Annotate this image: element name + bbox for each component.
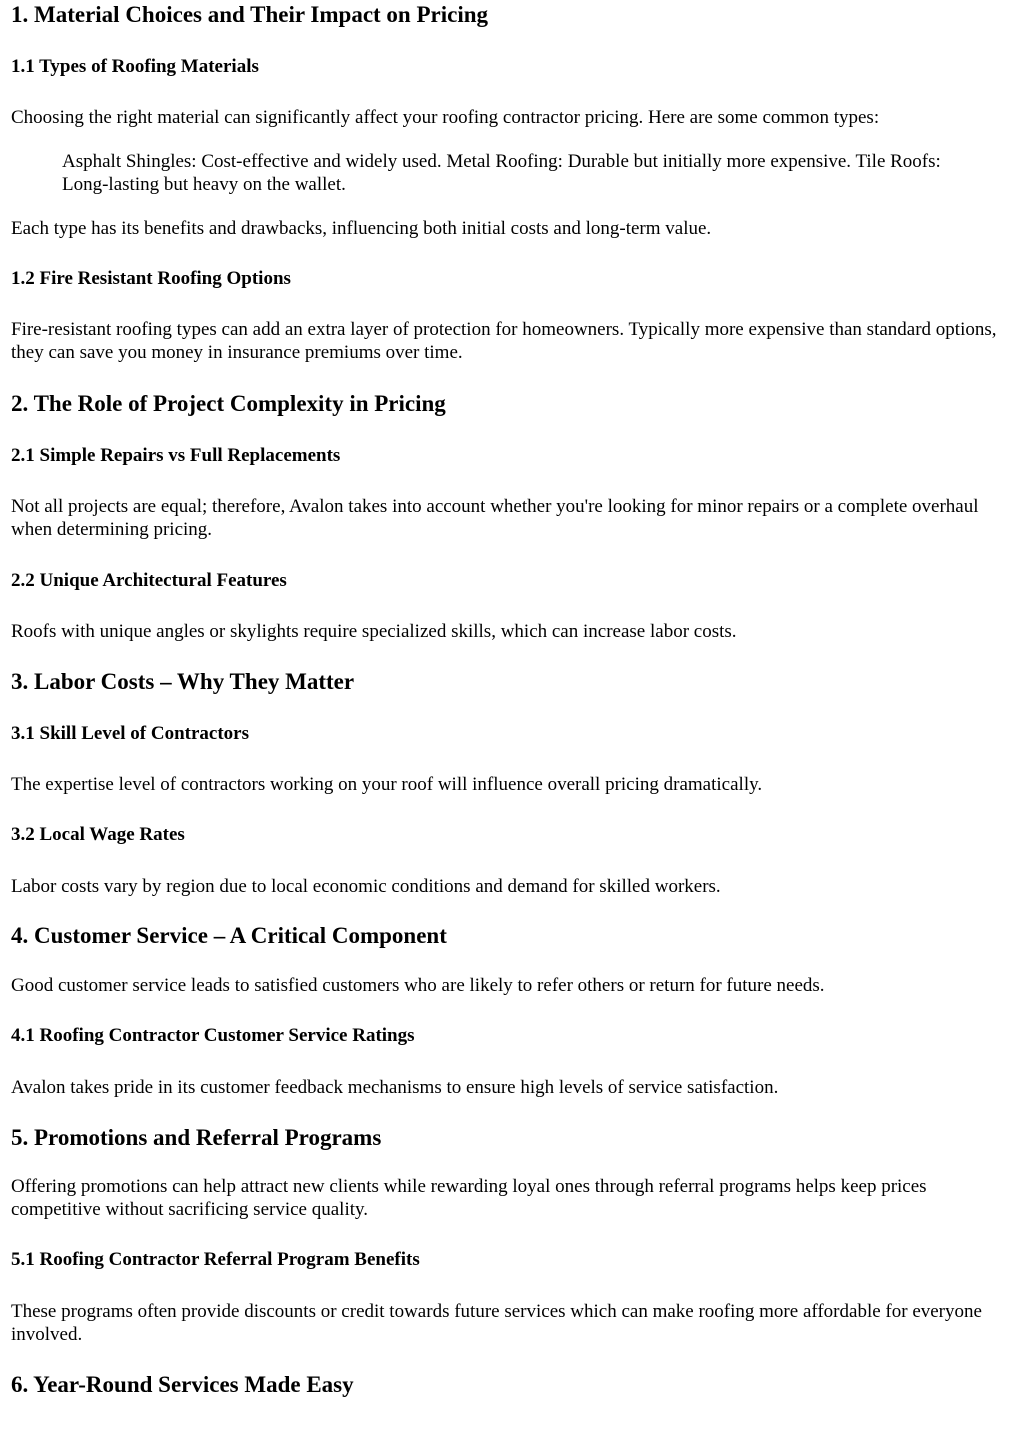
subsection-heading-referral-benefits: 5.1 Roofing Contractor Referral Program Benefits bbox=[11, 1249, 420, 1270]
section-heading-project-complexity: 2. The Role of Project Complexity in Pricing bbox=[11, 391, 446, 416]
paragraph-service-ratings: Avalon takes pride in its customer feedback mechanisms to ensure high levels of service satisfaction. bbox=[11, 1077, 779, 1098]
paragraph-material-intro: Choosing the right material can significantly affect your roofing contractor pricing. Here are some common types: bbox=[11, 107, 880, 128]
section-heading-labor-costs: 3. Labor Costs – Why They Matter bbox=[11, 669, 355, 694]
paragraph-promotions: Offering promotions can help attract new clients while rewarding loyal ones through referral programs helps keep prices competitive without sacrificing service quality. bbox=[11, 1176, 927, 1220]
subsection-heading-fire-resistant-options: 1.2 Fire Resistant Roofing Options bbox=[11, 268, 291, 289]
subsection-heading-repairs-vs-replacements: 2.1 Simple Repairs vs Full Replacements bbox=[11, 445, 341, 466]
paragraph-material-outro: Each type has its benefits and drawbacks, influencing both initial costs and long-term value. bbox=[11, 218, 712, 239]
paragraph-local-wage-rates: Labor costs vary by region due to local economic conditions and demand for skilled workers. bbox=[11, 876, 721, 897]
subsection-heading-skill-level: 3.1 Skill Level of Contractors bbox=[11, 723, 250, 744]
section-heading-material-choices: 1. Material Choices and Their Impact on Pricing bbox=[11, 2, 489, 27]
paragraph-architectural-features: Roofs with unique angles or skylights require specialized skills, which can increase labor costs. bbox=[11, 621, 737, 642]
blockquote-material-types: Asphalt Shingles: Cost-effective and widely used. Metal Roofing: Durable but initially more expensive. Tile Roofs: Long-lasting but heavy on the wallet. bbox=[62, 151, 941, 195]
paragraph-customer-service: Good customer service leads to satisfied customers who are likely to refer others or return for future needs. bbox=[11, 975, 825, 996]
section-heading-promotions-referrals: 5. Promotions and Referral Programs bbox=[11, 1125, 382, 1150]
subsection-heading-types-of-roofing-materials: 1.1 Types of Roofing Materials bbox=[11, 56, 259, 77]
paragraph-skill-level: The expertise level of contractors working on your roof will influence overall pricing dramatically. bbox=[11, 774, 763, 795]
subsection-heading-architectural-features: 2.2 Unique Architectural Features bbox=[11, 570, 287, 591]
subsection-heading-service-ratings: 4.1 Roofing Contractor Customer Service Ratings bbox=[11, 1025, 415, 1046]
subsection-heading-local-wage-rates: 3.2 Local Wage Rates bbox=[11, 824, 185, 845]
paragraph-fire-resistant: Fire-resistant roofing types can add an extra layer of protection for homeowners. Typically more expensive than standard options, they can save you money in insurance premiums over time. bbox=[11, 319, 997, 363]
paragraph-referral-benefits: These programs often provide discounts or credit towards future services which can make roofing more affordable for everyone involved. bbox=[11, 1301, 982, 1345]
section-heading-customer-service: 4. Customer Service – A Critical Component bbox=[11, 923, 447, 948]
section-heading-year-round-services: 6. Year-Round Services Made Easy bbox=[11, 1372, 354, 1397]
paragraph-repairs-vs-replacements: Not all projects are equal; therefore, Avalon takes into account whether you're looking for minor repairs or a complete overhaul when determining pricing. bbox=[11, 496, 979, 540]
